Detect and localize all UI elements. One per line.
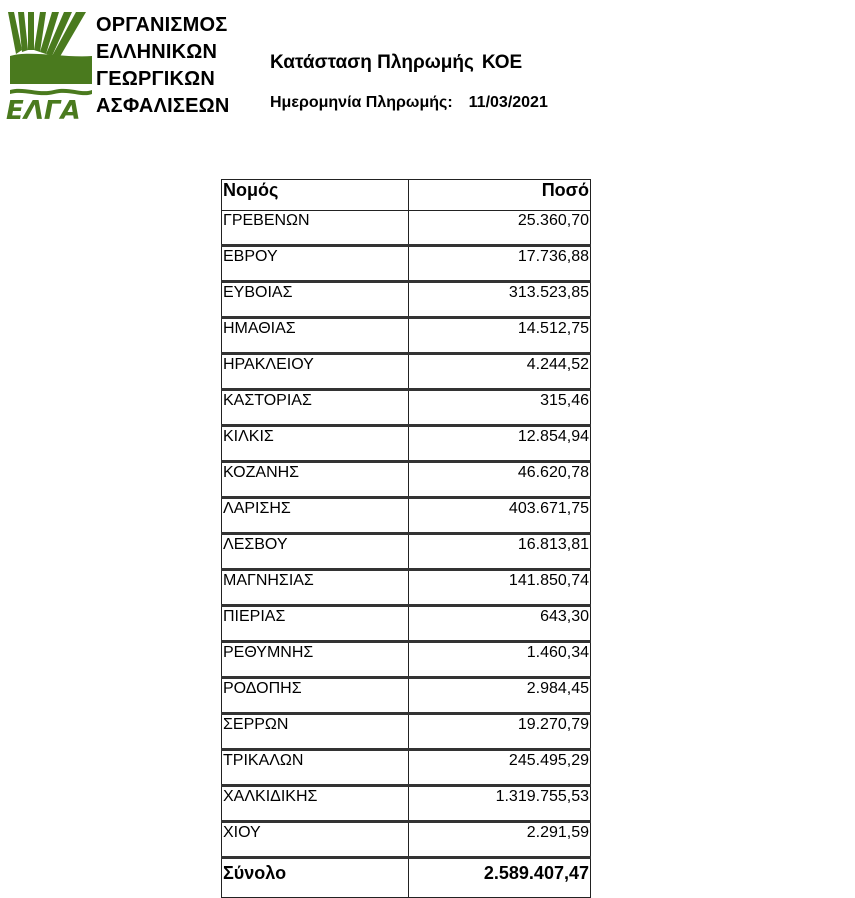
payment-date-value: 11/03/2021	[468, 94, 548, 111]
column-header-prefecture: Νομός	[222, 180, 409, 211]
prefecture-cell: ΚΙΛΚΙΣ	[222, 426, 409, 462]
table-row	[222, 498, 591, 534]
prefecture-cell: ΛΑΡΙΣΗΣ	[222, 498, 409, 534]
total-amount: 2.589.407,47	[409, 858, 591, 898]
prefecture-cell: ΚΑΣΤΟΡΙΑΣ	[222, 390, 409, 426]
amount-cell: 313.523,85	[409, 282, 591, 318]
payment-date	[270, 94, 548, 112]
elga-logo-icon	[4, 10, 94, 122]
prefecture-cell: ΗΡΑΚΛΕΙΟΥ	[222, 354, 409, 390]
table-row	[222, 211, 591, 246]
amount-cell: 141.850,74	[409, 570, 591, 606]
amount-cell: 2.291,59	[409, 822, 591, 858]
elga-mark: ΕΛΓΑ	[6, 96, 81, 122]
amount-cell: 12.854,94	[409, 426, 591, 462]
amount-cell: 2.984,45	[409, 678, 591, 714]
total-row	[222, 858, 591, 898]
amount-cell: 1.460,34	[409, 642, 591, 678]
table-row	[222, 246, 591, 282]
amount-cell: 14.512,75	[409, 318, 591, 354]
organization-line: ΑΣΦΑΛΙΣΕΩΝ	[96, 95, 230, 117]
prefecture-cell: ΧΙΟΥ	[222, 822, 409, 858]
prefecture-cell: ΠΙΕΡΙΑΣ	[222, 606, 409, 642]
amount-cell: 1.319.755,53	[409, 786, 591, 822]
amount-cell: 46.620,78	[409, 462, 591, 498]
prefecture-cell: ΡΕΘΥΜΝΗΣ	[222, 642, 409, 678]
column-header-amount: Ποσό	[409, 180, 591, 211]
amount-cell: 4.244,52	[409, 354, 591, 390]
payment-kind: ΚΟΕ	[481, 52, 523, 73]
table-row	[222, 426, 591, 462]
prefecture-cell: ΚΟΖΑΝΗΣ	[222, 462, 409, 498]
total-label: Σύνολο	[222, 858, 409, 898]
table-row	[222, 570, 591, 606]
organization-line: ΓΕΩΡΓΙΚΩΝ	[96, 68, 216, 90]
table-row	[222, 822, 591, 858]
prefecture-cell: ΓΡΕΒΕΝΩΝ	[222, 211, 409, 246]
payments-table	[221, 179, 591, 898]
prefecture-cell: ΕΒΡΟΥ	[222, 246, 409, 282]
amount-cell: 403.671,75	[409, 498, 591, 534]
table-row	[222, 318, 591, 354]
table-row	[222, 606, 591, 642]
table-row	[222, 534, 591, 570]
table-row	[222, 354, 591, 390]
prefecture-cell: ΛΕΣΒΟΥ	[222, 534, 409, 570]
payment-date-label: Ημερομηνία Πληρωμής:	[270, 94, 453, 111]
table-row	[222, 678, 591, 714]
table-header-row	[222, 180, 591, 211]
amount-cell: 315,46	[409, 390, 591, 426]
amount-cell: 245.495,29	[409, 750, 591, 786]
organization-line: ΟΡΓΑΝΙΣΜΟΣ	[96, 14, 228, 36]
organization-name	[96, 12, 229, 120]
table-row	[222, 462, 591, 498]
prefecture-cell: ΤΡΙΚΑΛΩΝ	[222, 750, 409, 786]
title-text: Κατάσταση Πληρωμής	[270, 52, 474, 73]
amount-cell: 643,30	[409, 606, 591, 642]
amount-cell: 19.270,79	[409, 714, 591, 750]
prefecture-cell: ΜΑΓΝΗΣΙΑΣ	[222, 570, 409, 606]
prefecture-cell: ΧΑΛΚΙΔΙΚΗΣ	[222, 786, 409, 822]
amount-cell: 17.736,88	[409, 246, 591, 282]
table-row	[222, 714, 591, 750]
organization-line: ΕΛΛΗΝΙΚΩΝ	[96, 41, 218, 63]
amount-cell: 25.360,70	[409, 211, 591, 246]
prefecture-cell: ΡΟΔΟΠΗΣ	[222, 678, 409, 714]
table-row	[222, 786, 591, 822]
document-title	[270, 52, 522, 74]
prefecture-cell: ΕΥΒΟΙΑΣ	[222, 282, 409, 318]
amount-cell: 16.813,81	[409, 534, 591, 570]
table-row	[222, 390, 591, 426]
table-row	[222, 750, 591, 786]
table-row	[222, 282, 591, 318]
prefecture-cell: ΗΜΑΘΙΑΣ	[222, 318, 409, 354]
table-row	[222, 642, 591, 678]
prefecture-cell: ΣΕΡΡΩΝ	[222, 714, 409, 750]
